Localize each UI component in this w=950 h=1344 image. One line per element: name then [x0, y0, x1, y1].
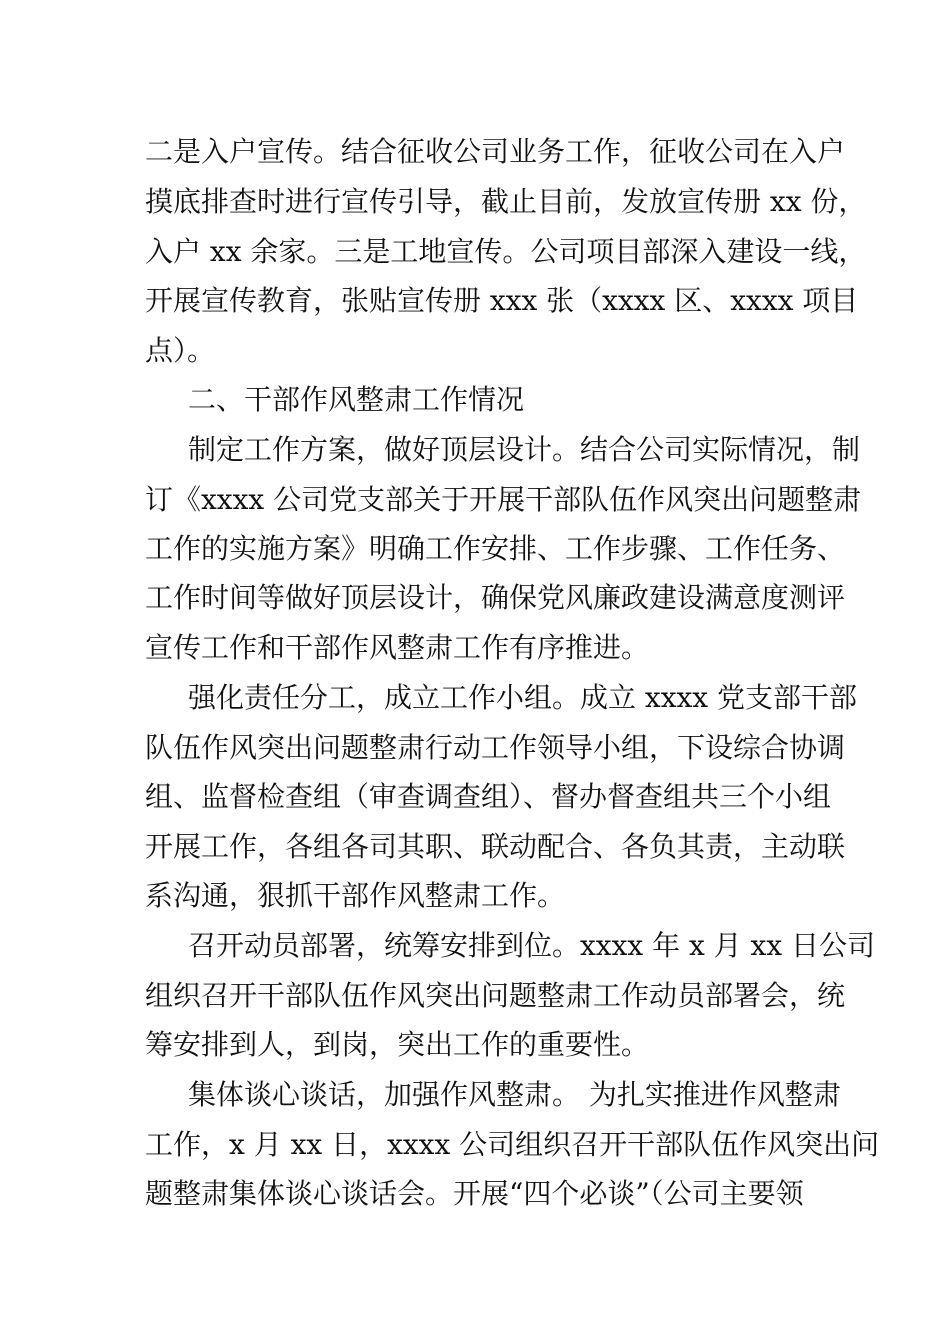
body-text-line: 工作时间等做好顶层设计，确保党风廉政建设满意度测评	[145, 581, 846, 614]
body-text-line: 强化责任分工，成立工作小组。成立 xxxx 党支部干部	[188, 681, 857, 714]
body-text-line: 工作的实施方案》明确工作安排、工作步骤、工作任务、	[145, 532, 846, 565]
body-text-line: 筹安排到人，到岗，突出工作的重要性。	[145, 1028, 650, 1061]
section-heading: 二、干部作风整肃工作情况	[188, 383, 525, 416]
body-text-line: 组、监督检查组（审查调查组）、督办督查组共三个小组	[145, 780, 832, 813]
body-text-line: 组织召开干部队伍作风突出问题整肃工作动员部署会，统	[145, 979, 846, 1012]
body-text-line: 制定工作方案，做好顶层设计。结合公司实际情况，制	[188, 433, 861, 466]
body-text-line: 入户 xx 余家。三是工地宣传。公司项目部深入建设一线，	[145, 235, 867, 268]
body-text-line: 开展工作，各组各司其职、联动配合、各负其责，主动联	[145, 830, 846, 863]
body-text-line: 队伍作风突出问题整肃行动工作领导小组，下设综合协调	[145, 731, 846, 764]
body-text-line: 召开动员部署，统筹安排到位。xxxx 年 x 月 xx 日公司	[188, 929, 876, 962]
body-text-line: 开展宣传教育，张贴宣传册 xxx 张（xxxx 区、xxxx 项目	[145, 284, 859, 317]
body-text-line: 订《xxxx 公司党支部关于开展干部队伍作风突出问题整肃	[145, 483, 862, 516]
body-text-line: 集体谈心谈话，加强作风整肃。 为扎实推进作风整肃	[188, 1078, 841, 1111]
body-text-line: 二是入户宣传。结合征收公司业务工作，征收公司在入户	[145, 135, 846, 168]
body-text-line: 宣传工作和干部作风整肃工作有序推进。	[145, 631, 650, 664]
body-text-line: 系沟通，狠抓干部作风整肃工作。	[145, 879, 566, 912]
body-text-line: 工作，x 月 xx 日，xxxx 公司组织召开干部队伍作风突出问	[145, 1128, 880, 1161]
body-text-line: 题整肃集体谈心谈话会。开展“四个必谈”（公司主要领	[145, 1177, 804, 1210]
body-text-line: 摸底排查时进行宣传引导，截止目前，发放宣传册 xx 份，	[145, 185, 867, 218]
body-text-line: 点）。	[145, 334, 216, 367]
